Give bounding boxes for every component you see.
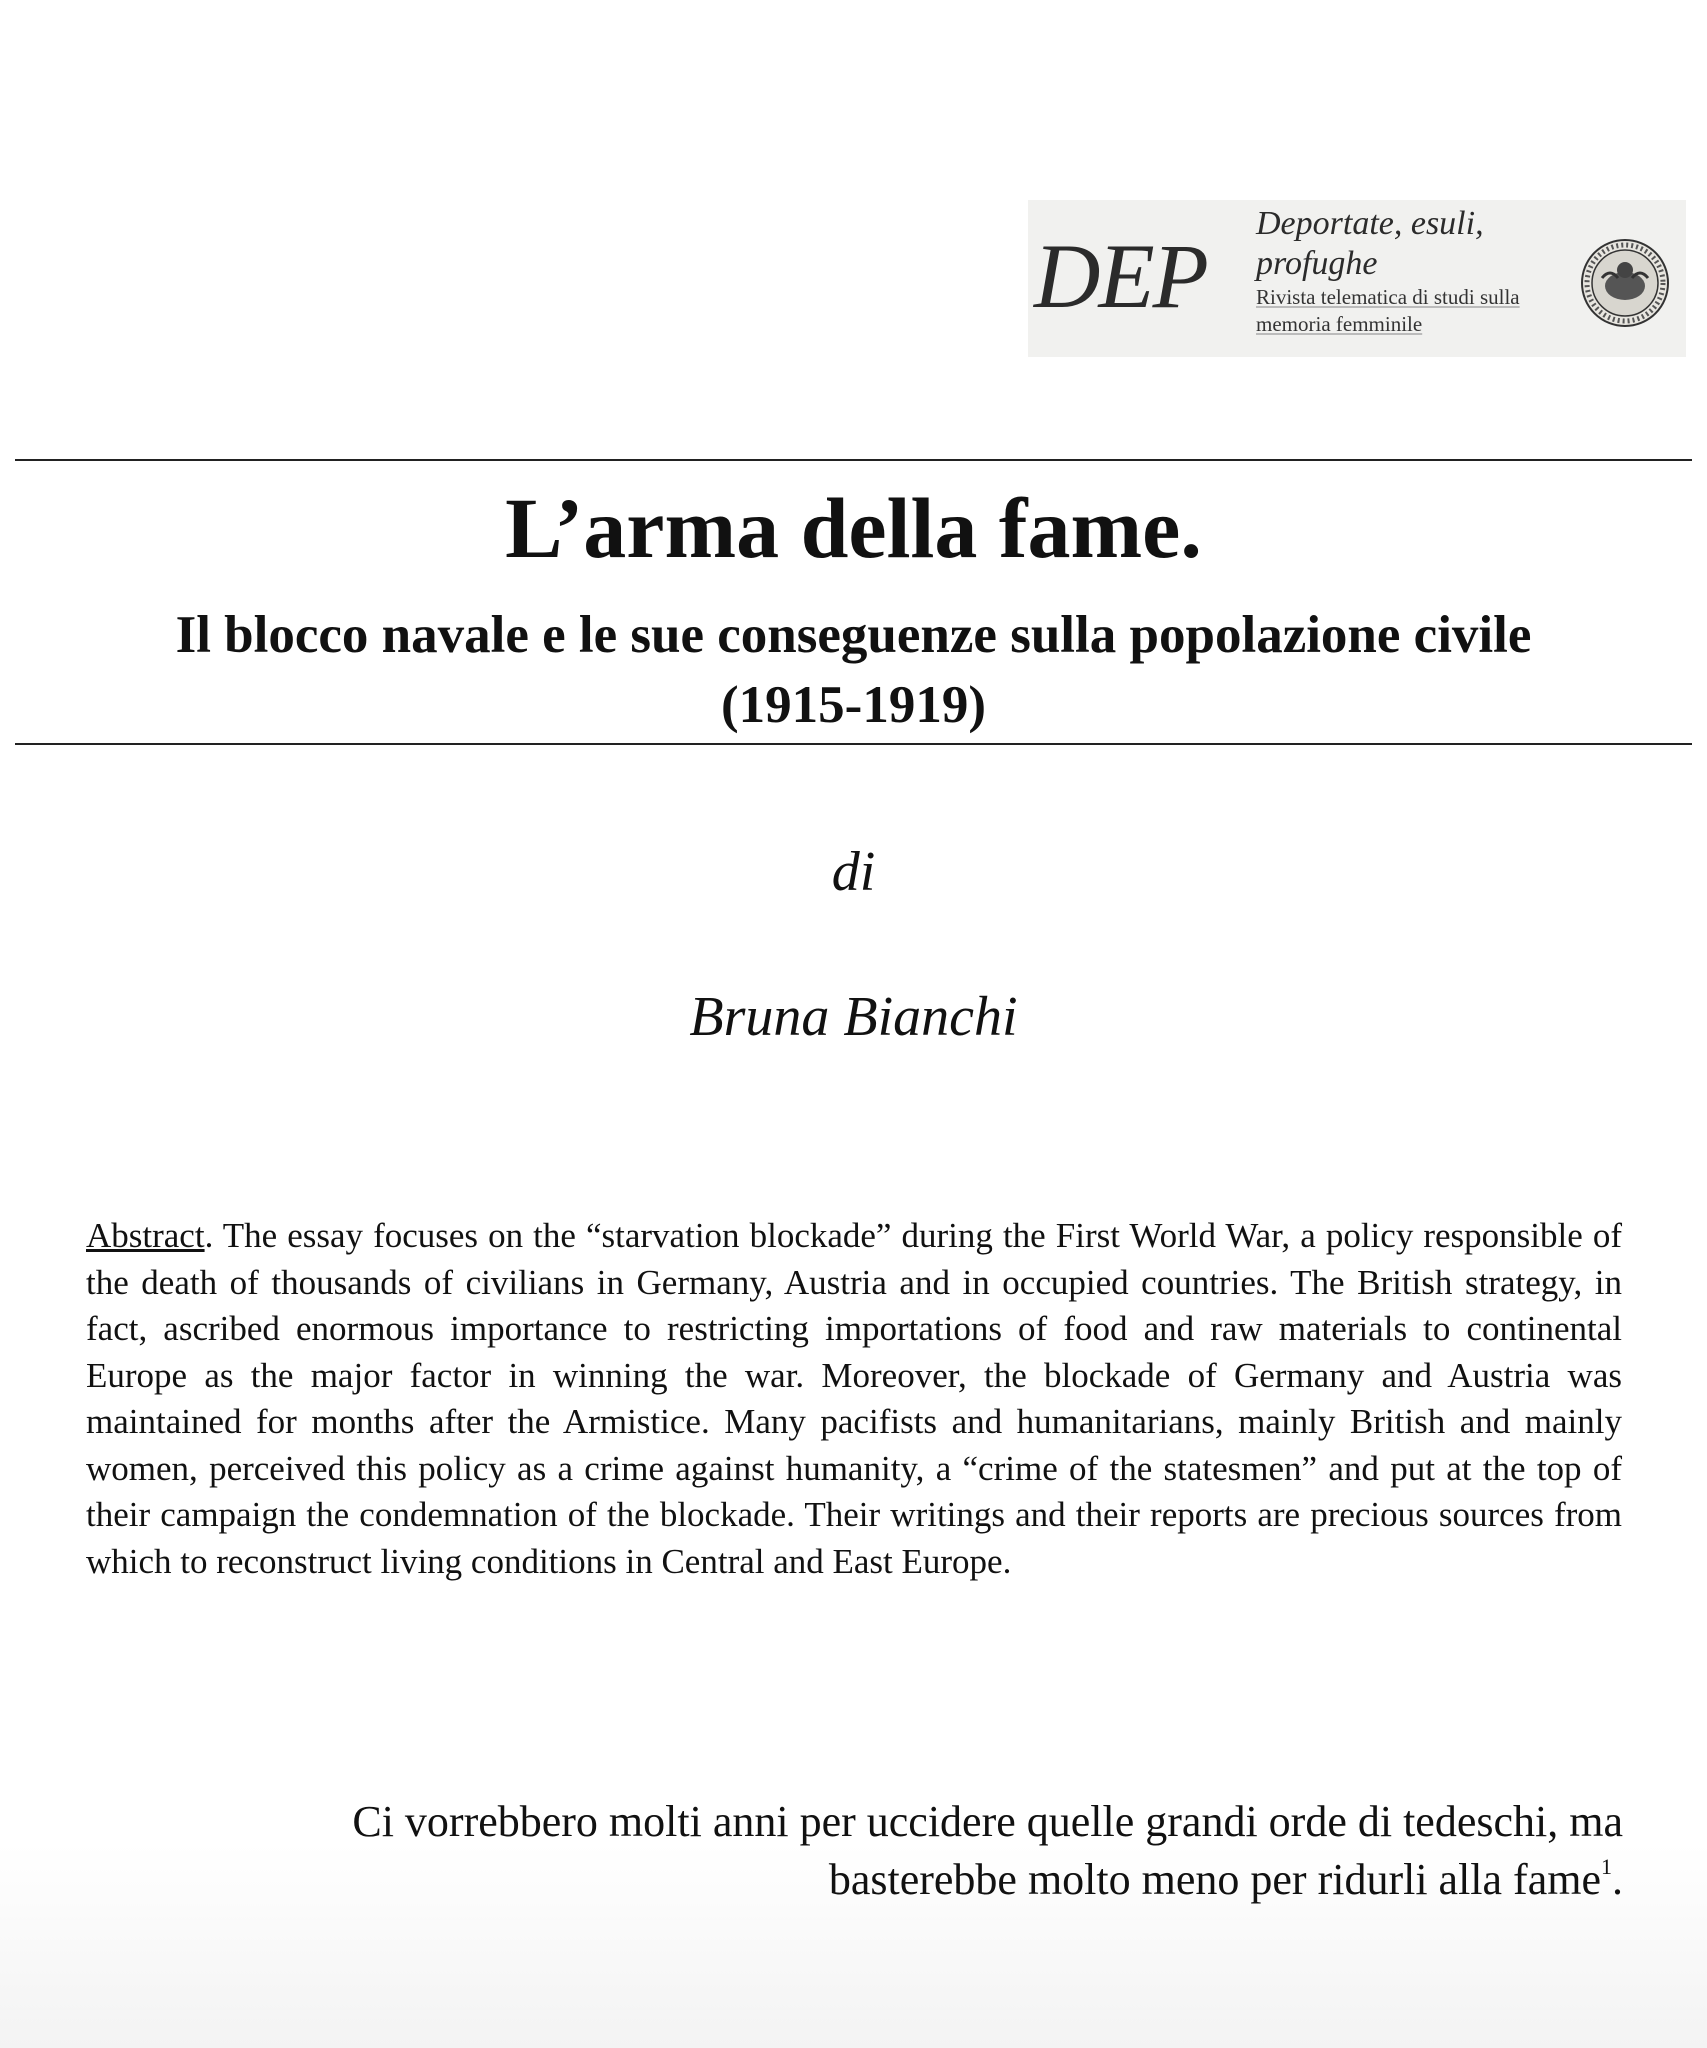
logo-subtitle-line2: memoria femminile [1256, 312, 1423, 336]
subtitle-line2: (1915-1919) [721, 676, 986, 734]
logo-text-block [1256, 204, 1576, 338]
logo-subtitle-line1: Rivista telematica di studi sulla [1256, 285, 1520, 309]
by-word: di [831, 841, 876, 903]
abstract [86, 1213, 1622, 1585]
university-seal-icon [1580, 238, 1670, 328]
logo-title-line1: Deportate, esuli, [1256, 205, 1484, 242]
epigraph-end-punct: . [1612, 1855, 1623, 1904]
epigraph-line1: Ci vorrebbero molti anni per uccidere quelle grandi orde di tedeschi, ma [352, 1797, 1623, 1846]
page-title: L’arma della fame. [505, 480, 1202, 576]
top-rule [15, 459, 1692, 461]
bottom-rule [15, 743, 1692, 745]
logo-title-line2: profughe [1256, 245, 1378, 282]
footnote-mark[interactable]: 1 [1601, 1854, 1612, 1879]
author-name: Bruna Bianchi [689, 986, 1018, 1048]
page-subtitle [0, 600, 1707, 740]
logo-acronym: DEP [1034, 225, 1207, 327]
abstract-text: . The essay focuses on the “starvation blockade” during the First World War, a policy responsible of the death of thousands of civilians in Germany, Austria and in occupied countries. The British strategy, in fact, ascribed enormous importance to restricting importations of food and raw materials to continental Europe as the major factor in winning the war. Moreover, the blockade of Germany and Austria was maintained for months after the Armistice. Many pacifists and humanitarians, mainly British and mainly women, perceived this policy as a crime against humanity, a “crime of the statesmen” and put at the top of their campaign the condemnation of the blockade. Their writings and their reports are precious sources from which to reconstruct living conditions in Central and East Europe. [86, 1216, 1622, 1581]
journal-logo [1028, 200, 1686, 357]
epigraph-line2-wrap [100, 1851, 1623, 1909]
subtitle-line1: Il blocco navale e le sue conseguenze sulla popolazione civile [175, 606, 1532, 664]
abstract-label: Abstract [86, 1216, 205, 1255]
epigraph [100, 1793, 1623, 1909]
epigraph-line2: basterebbe molto meno per ridurli alla fame [828, 1855, 1601, 1904]
